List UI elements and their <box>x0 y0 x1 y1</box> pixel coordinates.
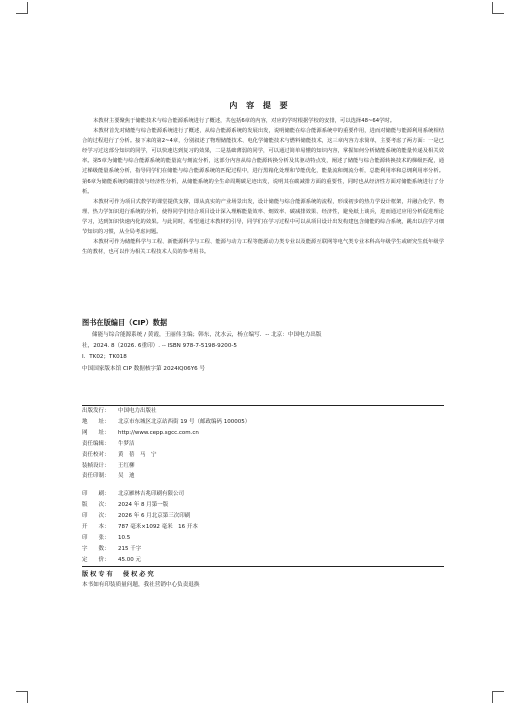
imprint-value: http://www.cepp.sgcc.com.cn <box>118 429 199 436</box>
imprint-row <box>82 533 444 544</box>
imprint-label: 定 价： <box>82 556 110 563</box>
imprint-label: 责任编辑： <box>82 440 110 447</box>
crop-mark-top-left <box>16 2 28 14</box>
cip-line: Ⅰ．TK02；TK018 <box>82 354 127 361</box>
imprint-value: 45.00 元 <box>118 556 141 563</box>
imprint-value: 北京市东城区北京站西街 19 号（邮政编码 100005） <box>118 418 251 425</box>
imprint-row <box>82 511 444 522</box>
imprint-value: 北京雁林吉兆印刷有限公司 <box>118 491 185 498</box>
summary-paragraph: 本教材首先对储能与综合能源系统进行了概述，从综合能源系统的发展出发，说明储能在综合能源系统中的重要作用，进而对储能与能源利用系统相结合的过程进行了分析。接下来的第2~4章，分别叙述了物理储能技术、电化学储能技术与燃料储能技术，这三章内容力求简单，主要考虑了两方面：一是已经学习过这部分知识的同学，可以快速达到复习的效果，二是基础薄弱的同学，可以通过简单易懂的知识内容，掌握如何分析储能系统的能量传递及相关效率。第5章为储能与综合能源系统的能量流与㶲流分析，这部分内容从综合能源转换分析及其驱动特点发，阐述了储能与综合能源转换技术的梯级匹配，通过梯级能量系统分析，指导同学们在储能与综合能源系统的匹配过程中，进行黑箱化处理和节能优化，能量流和㶲流分析，总能利用率和总㶲利用率分析。第6章为储能系统的碳排放与经济性分析，从储能系统的全生命周期碳足迹出发，说明其在碳减排方面的重要性，同时也从经济性方面对储能系统进行了分析。 <box>82 128 444 195</box>
imprint-row <box>82 450 444 461</box>
imprint-label: 网 址： <box>82 429 110 436</box>
crop-mark-top-right <box>492 2 504 14</box>
crop-mark-bottom-right <box>492 691 504 703</box>
imprint-row <box>82 461 444 472</box>
imprint-label: 版 次： <box>82 502 110 509</box>
imprint-row <box>82 555 444 566</box>
imprint-label: 字 数： <box>82 545 110 552</box>
copyright-notice: 版权专有 侵权必究 <box>82 570 156 578</box>
imprint-value: 787 毫米×1092 毫米 16 开本 <box>118 524 198 531</box>
imprint-row <box>82 428 444 439</box>
summary-title: 内 容 提 要 <box>229 101 291 110</box>
divider <box>82 566 444 567</box>
imprint-label: 印 次： <box>82 513 110 520</box>
imprint-label: 责任校对： <box>82 451 110 458</box>
summary-paragraph: 本教材主要聚焦于储能技术与综合能源系统进行了概述，共包括6章的内容，对应的学时根据学校的安排，可以选择48~64学时。 <box>93 118 396 124</box>
imprint-label: 印 刷： <box>82 491 110 498</box>
imprint-value: 王红柳 <box>118 462 135 469</box>
cip-block <box>82 330 444 375</box>
summary-paragraph: 本教材可作为储能科学与工程、新能源科学与工程、能源与动力工程等能源动力类专业以及能源互联网等电气类专业本科高年级学生或研究生低年级学生的教材，也可以作为相关工程技术人员的参考用书。 <box>82 239 444 256</box>
imprint-value: 2024 年 8 月第一版 <box>118 502 169 509</box>
imprint-value: 吴 迪 <box>118 473 135 480</box>
spacer <box>82 482 444 489</box>
summary-body <box>82 116 444 257</box>
imprint-row <box>82 471 444 482</box>
imprint-label: 责任印制： <box>82 473 110 480</box>
imprint-row <box>82 417 444 428</box>
imprint-value: 2026 年 6 月北京第三次印刷 <box>118 513 191 520</box>
imprint-row <box>82 439 444 450</box>
imprint-value: 牛梦洁 <box>118 440 135 447</box>
imprint-label: 印 张： <box>82 534 110 541</box>
imprint-label: 装帧设计： <box>82 462 110 469</box>
quality-notice: 本书如有印装质量问题，我社营销中心负责退换 <box>82 581 200 588</box>
imprint-label: 地 址： <box>82 418 110 425</box>
crop-mark-bottom-left <box>16 691 28 703</box>
imprint-label: 出版发行： <box>82 408 110 414</box>
imprint-value: 10.5 <box>118 534 131 541</box>
imprint-value: 黄 蓓 马 宁 <box>118 451 157 458</box>
cip-line: 社，2024. 8（2026. 6重印）. -- ISBN 978-7-5198-9200-5 <box>82 343 237 350</box>
imprint-label: 开 本： <box>82 524 110 531</box>
imprint-row <box>82 489 444 500</box>
imprint-row <box>82 522 444 533</box>
cip-line: 储能与综合能源系统 / 黄霞，王丽伟主编；韩东，沈水云，杨立编写．-- 北京：中国电力出版 <box>92 332 322 338</box>
cip-title: 图书在版编目（CIP）数据 <box>82 318 168 327</box>
imprint-row <box>82 544 444 555</box>
summary-paragraph: 本教材可作为项目式教学的课堂提供支撑，即从真实的产业场景出发，设计储能与综合能源系统的流程，形成初步的热力学设计框架，并融合化学、物理、热力学知识进行系统的分析，使得同学们结合项目设计深入理解能量效率、㶲效率、碳减排效果、经济性，避免纸上谈兵，进而通过应用分析促进理论学习，达到知识快速内化的效果。与此同时，希望通过本教材的引导，同学们在学习过程中可以从项目设计出发构建包含储能的综合系统，跳出以往学习细节知识的习惯，从全局考虑问题。 <box>82 198 444 236</box>
imprint-value: 215 千字 <box>118 545 142 552</box>
imprint-row <box>82 500 444 511</box>
imprint-value: 中国电力出版社 <box>118 408 157 414</box>
cip-line: 中国国家版本馆 CIP 数据核字第 2024lQ06Y6 号 <box>82 365 206 372</box>
imprint-block <box>82 405 444 590</box>
imprint-row <box>82 406 444 417</box>
